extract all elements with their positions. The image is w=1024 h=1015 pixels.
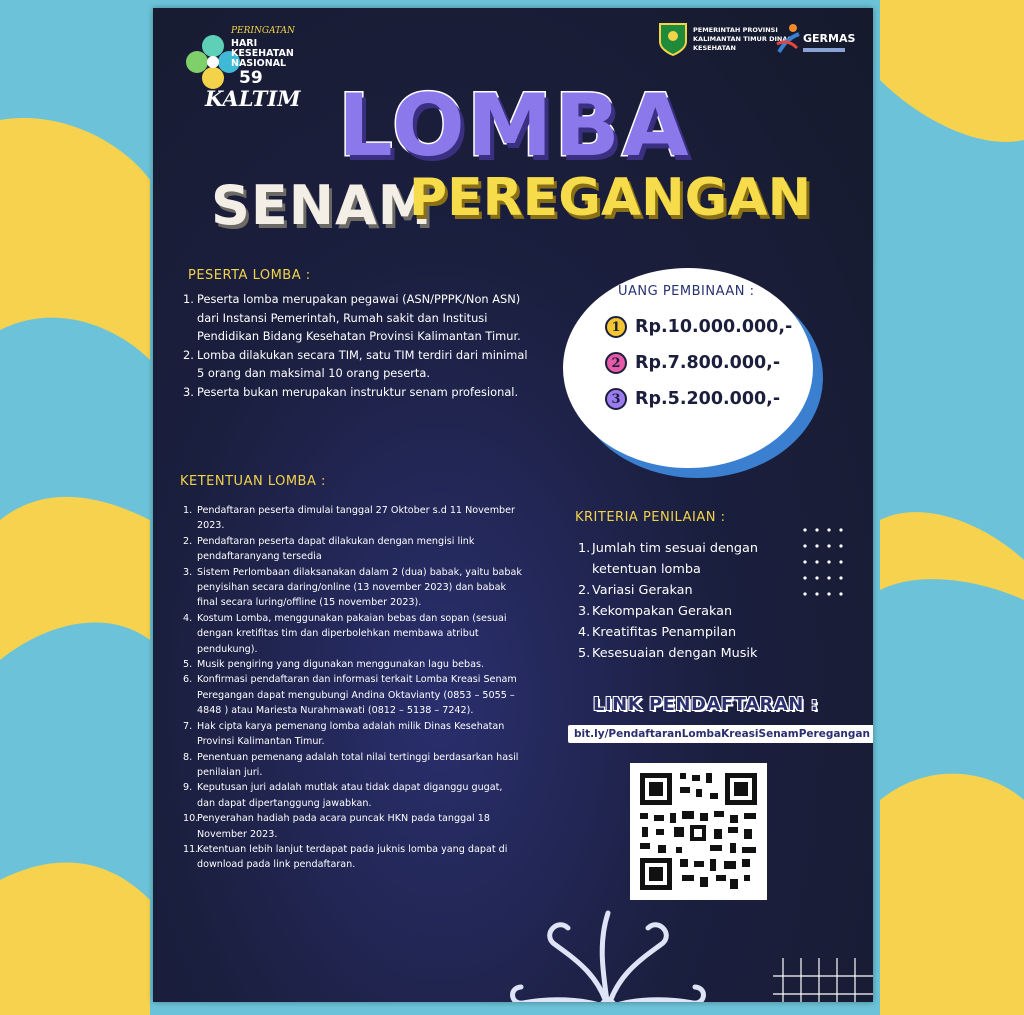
- kriteria-heading: KRITERIA PENILAIAN :: [575, 510, 726, 525]
- list-item: 3. Sistem Perlombaan dilaksanakan dalam 2 (dua) babak, yaitu babak penyisihan secara daring/online (13 november 2023) dan babak final secara luring/offline (15 november 2023).: [183, 566, 522, 609]
- prize-heading: UANG PEMBINAAN :: [618, 284, 755, 299]
- list-item: 1. Pendaftaran peserta dimulai tanggal 27 Oktober s.d 11 November 2023.: [183, 505, 515, 532]
- registration-heading: LINK PENDAFTARAN :: [593, 694, 819, 715]
- list-item: 1. Peserta lomba merupakan pegawai (ASN/PPPK/Non ASN) dari Instansi Pemerintah, Rumah sakit dan Institusi Pendidikan Bidang Kesehatan Provinsi Kalimantan Timur.: [183, 292, 521, 343]
- list-item: 1. Jumlah tim sesuai dengan ketentuan lomba: [578, 541, 758, 577]
- rank-badge: 1: [605, 316, 627, 338]
- hkn-small-label: PERINGATAN: [231, 26, 295, 36]
- prize-amount: Rp.10.000.000,-: [635, 317, 793, 337]
- list-item: 8. Penentuan pemenang adalah total nilai tertinggi berdasarkan hasil penilaian juri.: [183, 751, 519, 778]
- list-item: 3. Kekompakan Gerakan: [578, 604, 733, 619]
- list-item: 4. Kreatifitas Penampilan: [578, 625, 737, 640]
- grid-decoration: [773, 958, 873, 1002]
- list-item: 6. Konfirmasi pendaftaran dan informasi terkait Lomba Kreasi Senam Peregangan dapat mengubungi Andina Oktavianty (0853 – 5055 – 4848 ) atau Mariesta Nurahmawati (0812 – 5138 – 7242).: [183, 674, 517, 717]
- list-item: 11. Ketentuan lebih lanjut terdapat pada juknis lomba yang dapat di download pada link pendaftaran.: [183, 843, 508, 871]
- germas-tagline-bar: [803, 48, 845, 52]
- poster: [153, 8, 873, 1002]
- title-peregangan: PEREGANGAN: [409, 168, 812, 228]
- list-item: 10. Penyerahan hadiah pada acara puncak HKN pada tanggal 18 November 2023.: [183, 813, 490, 840]
- peserta-heading: PESERTA LOMBA :: [188, 268, 311, 283]
- list-item: 3. Peserta bukan merupakan instruktur senam profesional.: [183, 384, 519, 399]
- germas-label: GERMAS: [803, 32, 856, 45]
- hkn-number: 59: [239, 68, 263, 88]
- ketentuan-heading: KETENTUAN LOMBA :: [180, 474, 326, 489]
- title-senam: SENAM: [211, 174, 433, 237]
- dots-decoration: [801, 524, 845, 624]
- registration-link[interactable]: bit.ly/PendaftaranLombaKreasiSenamPeregangan: [568, 725, 873, 743]
- hkn-label: HARI KESEHATAN NASIONAL: [231, 38, 294, 69]
- ketentuan-list: [183, 503, 523, 873]
- list-item: 2. Variasi Gerakan: [578, 583, 693, 598]
- prize-row-1: [605, 316, 792, 338]
- list-item: 9. Keputusan juri adalah mutlak atau tidak dapat diganggu gugat, dan dapat dipertanggung jawabkan.: [183, 782, 503, 809]
- hkn-region: KALTIM: [205, 86, 301, 111]
- kriteria-list: [578, 538, 818, 664]
- province-emblem-icon: [658, 22, 688, 56]
- list-item: 5. Musik pengiring yang digunakan menggunakan lagu bebas.: [183, 659, 485, 671]
- list-item: 2. Pendaftaran peserta dapat dilakukan dengan mengisi link pendaftaranyang tersedia: [183, 535, 475, 563]
- prize-row-3: [605, 388, 780, 410]
- rank-badge: 2: [605, 352, 627, 374]
- prize-row-2: [605, 352, 780, 374]
- list-item: 7. Hak cipta karya pemenang lomba adalah milik Dinas Kesehatan Provinsi Kalimantan Timur.: [183, 720, 505, 748]
- list-item: 2. Lomba dilakukan secara TIM, satu TIM terdiri dari minimal 5 orang dan maksimal 10 orang peserta.: [183, 347, 528, 380]
- peserta-list: [183, 290, 533, 401]
- qr-code[interactable]: [630, 763, 767, 900]
- rank-badge: 3: [605, 388, 627, 410]
- prize-amount: Rp.5.200.000,-: [635, 389, 781, 409]
- prize-amount: Rp.7.800.000,-: [635, 353, 781, 373]
- list-item: 5. Kesesuaian dengan Musik: [578, 646, 758, 661]
- list-item: 4. Kostum Lomba, menggunakan pakaian bebas dan sopan (sesuai dengan kretifitas tim dan diperbolehkan membawa atribut pendukung).: [183, 612, 507, 655]
- dayak-ornament-decoration: [503, 903, 713, 1002]
- germas-figure-icon: [775, 22, 803, 56]
- province-label: PEMERINTAH PROVINSI KALIMANTAN TIMUR DINAS KESEHATAN: [693, 26, 793, 52]
- title-lomba: LOMBA: [338, 76, 691, 176]
